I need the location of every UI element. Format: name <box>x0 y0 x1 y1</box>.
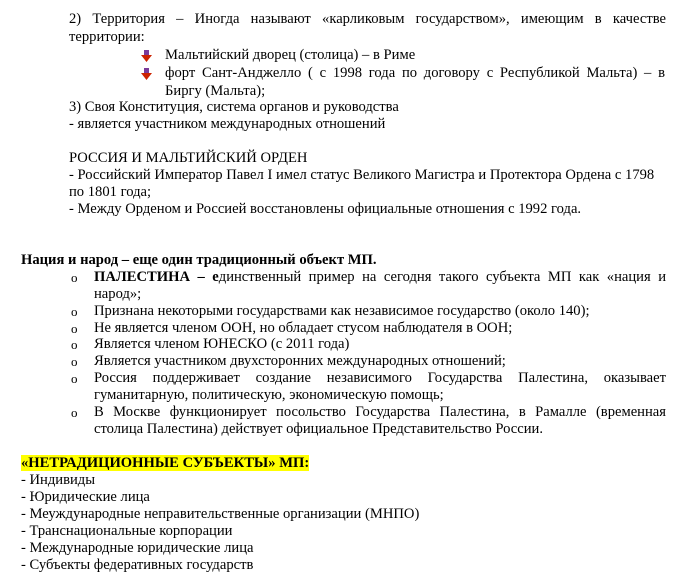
russia-p2: - Между Орденом и Россией восстановлены официальные отношения с 1992 года. <box>69 201 582 217</box>
bullet-circle-icon: o <box>71 354 78 369</box>
bullet-circle-icon: o <box>71 371 78 386</box>
highlighted-heading: «НЕТРАДИЦИОННЫЕ СУБЪЕКТЫ» МП: <box>21 455 310 471</box>
russia-p1-line1: - Российский Император Павел I имел статус Великого Магистра и Протектора Ордена с 1798 <box>69 167 655 183</box>
nontraditional-item: - Международные юридические лица <box>21 540 254 556</box>
nation-item7-line1: В Москве функционирует посольство Государства Палестина, в Рамалле (временная <box>94 404 666 420</box>
nation-item1-rest: динственный пример на сегодня такого субъекта МП как «нация и <box>218 269 666 285</box>
nation-item7-line2: столица Палестина) действует официальное Представительство России. <box>94 421 544 437</box>
nontraditional-item: - Субъекты федеративных государств <box>21 557 254 573</box>
territory-bullet1: Мальтийский дворец (столица) – в Риме <box>165 47 416 63</box>
territory-bullet2-line1: форт Сант-Анджелло ( с 1998 года по договору с Республикой Мальта) – в <box>165 65 665 81</box>
nontraditional-heading <box>21 455 309 472</box>
nation-item5: Является участником двухсторонних международных отношений; <box>94 353 506 369</box>
territory-bullet2-line2: Биргу (Мальта); <box>165 83 266 99</box>
territory-item4: - является участником международных отношений <box>69 116 386 132</box>
nation-item3: Не является членом ООН, но обладает стусом наблюдателя в ООН; <box>94 320 513 336</box>
arrow-down-icon <box>141 50 152 62</box>
nation-item2: Признана некоторыми государствами как независимое государство (около 140); <box>94 303 590 319</box>
nation-item4: Является членом ЮНЕСКО (с 2011 года) <box>94 336 350 352</box>
territory-item3: 3) Своя Конституция, система органов и руководства <box>69 99 399 115</box>
territory-heading-line1: 2) Территория – Иногда называют «карликовым государством», имеющим в качестве <box>69 11 666 27</box>
nation-item1-line1 <box>94 269 666 286</box>
bullet-circle-icon: o <box>71 337 78 352</box>
russia-p1-line2: по 1801 года; <box>69 184 152 200</box>
nontraditional-item: - Меуждународные неправительственные организации (МНПО) <box>21 506 420 522</box>
nontraditional-item: - Транснациональные корпорации <box>21 523 233 539</box>
bullet-circle-icon: o <box>71 321 78 336</box>
nontraditional-item: - Индивиды <box>21 472 96 488</box>
russia-title: РОССИЯ И МАЛЬТИЙСКИЙ ОРДЕН <box>69 150 308 166</box>
nation-item6-line1: Россия поддерживает создание независимого Государства Палестина, оказывает <box>94 370 666 386</box>
nation-item6-line2: гуманитарную, политическую, экономическую помощь; <box>94 387 444 403</box>
arrow-down-icon <box>141 68 152 80</box>
bullet-circle-icon: o <box>71 405 78 420</box>
palestine-label: ПАЛЕСТИНА – е <box>94 269 219 285</box>
bullet-circle-icon: o <box>71 270 78 285</box>
nation-item1-line2: народ»; <box>94 286 142 302</box>
nontraditional-item: - Юридические лица <box>21 489 150 505</box>
territory-heading-line2: территории: <box>69 29 145 45</box>
nation-heading: Нация и народ – еще один традиционный объект МП. <box>21 252 377 268</box>
bullet-circle-icon: o <box>71 304 78 319</box>
